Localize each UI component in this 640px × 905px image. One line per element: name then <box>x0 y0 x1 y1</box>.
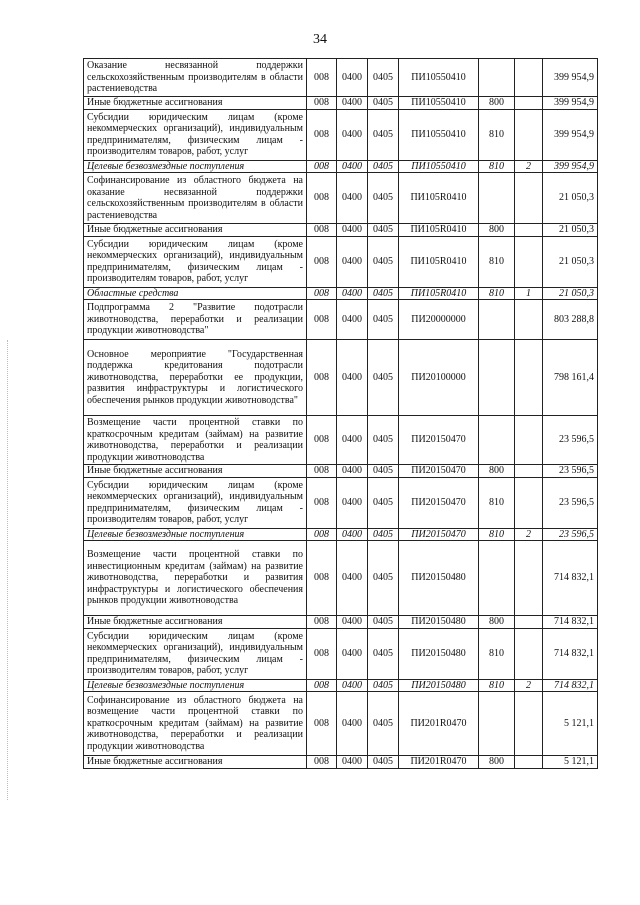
row-description: Возмещение части процентной ставки по инвестиционным кредитам (займам) на развитие животноводства, переработки и развития инфраструктуры и логистического обеспечения рынков продукции животноводства <box>84 541 307 616</box>
table-row <box>84 416 598 465</box>
cell-grbs: 008 <box>307 59 337 97</box>
row-description: Софинансирование из областного бюджета на возмещение части процентной ставки по краткосрочным кредитам (займам) на развитие животноводства, переработки и реализации продукции животноводства <box>84 692 307 756</box>
cell-source: 1 <box>515 287 543 300</box>
cell-grbs: 008 <box>307 300 337 340</box>
cell-amount: 798 161,4 <box>543 340 598 416</box>
cell-target-article: ПИ20150470 <box>399 416 479 465</box>
cell-grbs: 008 <box>307 692 337 756</box>
cell-source <box>515 465 543 478</box>
table-row <box>84 224 598 237</box>
row-description: Целевые безвозмездные поступления <box>84 160 307 173</box>
cell-amount: 23 596,5 <box>543 528 598 541</box>
cell-target-article: ПИ201R0470 <box>399 692 479 756</box>
cell-target-article: ПИ10550410 <box>399 109 479 160</box>
cell-grbs: 008 <box>307 477 337 528</box>
cell-section: 0400 <box>337 224 368 237</box>
row-description: Целевые безвозмездные поступления <box>84 528 307 541</box>
cell-subsection: 0405 <box>368 477 399 528</box>
row-description: Иные бюджетные ассигнования <box>84 465 307 478</box>
cell-subsection: 0405 <box>368 465 399 478</box>
cell-grbs: 008 <box>307 340 337 416</box>
cell-amount: 399 954,9 <box>543 97 598 110</box>
cell-grbs: 008 <box>307 756 337 769</box>
table-row <box>84 236 598 287</box>
cell-amount: 714 832,1 <box>543 616 598 629</box>
row-description: Субсидии юридическим лицам (кроме некоммерческих организаций), индивидуальным предпринимателям, физическим лицам - производителям товаров, работ, услуг <box>84 236 307 287</box>
table-row <box>84 59 598 97</box>
cell-section: 0400 <box>337 59 368 97</box>
cell-subsection: 0405 <box>368 528 399 541</box>
cell-grbs: 008 <box>307 160 337 173</box>
cell-amount: 803 288,8 <box>543 300 598 340</box>
cell-expense-type: 800 <box>479 97 515 110</box>
cell-subsection: 0405 <box>368 109 399 160</box>
cell-amount: 21 050,3 <box>543 173 598 224</box>
cell-subsection: 0405 <box>368 679 399 692</box>
cell-section: 0400 <box>337 160 368 173</box>
cell-amount: 5 121,1 <box>543 756 598 769</box>
cell-source <box>515 97 543 110</box>
cell-section: 0400 <box>337 692 368 756</box>
row-description: Основное мероприятие "Государственная поддержка кредитования подотрасли животноводства, переработки ее продукции, развития инфраструктуры и логистического обеспечения рынков продукции животноводства" <box>84 340 307 416</box>
row-description: Подпрограмма 2 "Развитие подотрасли животноводства, переработки и реализации продукции животноводства" <box>84 300 307 340</box>
cell-grbs: 008 <box>307 236 337 287</box>
cell-target-article: ПИ20150480 <box>399 679 479 692</box>
cell-expense-type: 810 <box>479 109 515 160</box>
cell-source <box>515 416 543 465</box>
cell-grbs: 008 <box>307 528 337 541</box>
cell-section: 0400 <box>337 628 368 679</box>
row-description: Иные бюджетные ассигнования <box>84 97 307 110</box>
cell-source: 2 <box>515 679 543 692</box>
table-row <box>84 679 598 692</box>
cell-expense-type: 810 <box>479 160 515 173</box>
cell-expense-type: 810 <box>479 679 515 692</box>
cell-grbs: 008 <box>307 541 337 616</box>
table-row <box>84 340 598 416</box>
cell-expense-type <box>479 300 515 340</box>
cell-subsection: 0405 <box>368 692 399 756</box>
table-row <box>84 109 598 160</box>
cell-target-article: ПИ10550410 <box>399 59 479 97</box>
cell-source <box>515 224 543 237</box>
table-row <box>84 756 598 769</box>
cell-source <box>515 173 543 224</box>
margin-dotted-line <box>7 340 9 800</box>
row-description: Оказание несвязанной поддержки сельскохозяйственным производителям в области растениеводства <box>84 59 307 97</box>
table-row <box>84 477 598 528</box>
cell-section: 0400 <box>337 173 368 224</box>
cell-expense-type: 800 <box>479 224 515 237</box>
cell-source: 2 <box>515 528 543 541</box>
budget-table <box>83 58 598 769</box>
cell-expense-type <box>479 692 515 756</box>
cell-source <box>515 236 543 287</box>
row-description: Областные средства <box>84 287 307 300</box>
cell-section: 0400 <box>337 300 368 340</box>
row-description: Субсидии юридическим лицам (кроме некоммерческих организаций), индивидуальным предпринимателям, физическим лицам - производителям товаров, работ, услуг <box>84 477 307 528</box>
row-description: Иные бюджетные ассигнования <box>84 224 307 237</box>
cell-subsection: 0405 <box>368 59 399 97</box>
row-description: Субсидии юридическим лицам (кроме некоммерческих организаций), индивидуальным предпринимателям, физическим лицам - производителям товаров, работ, услуг <box>84 109 307 160</box>
cell-source <box>515 477 543 528</box>
cell-section: 0400 <box>337 287 368 300</box>
cell-section: 0400 <box>337 236 368 287</box>
table-row <box>84 692 598 756</box>
cell-source <box>515 541 543 616</box>
cell-section: 0400 <box>337 616 368 629</box>
cell-expense-type: 800 <box>479 756 515 769</box>
cell-amount: 399 954,9 <box>543 109 598 160</box>
table-row <box>84 528 598 541</box>
cell-amount: 23 596,5 <box>543 416 598 465</box>
cell-grbs: 008 <box>307 287 337 300</box>
cell-amount: 399 954,9 <box>543 59 598 97</box>
row-description: Возмещение части процентной ставки по краткосрочным кредитам (займам) на развитие животноводства, переработки и реализации продукции животноводства <box>84 416 307 465</box>
cell-expense-type: 810 <box>479 628 515 679</box>
cell-amount: 23 596,5 <box>543 465 598 478</box>
cell-subsection: 0405 <box>368 756 399 769</box>
cell-target-article: ПИ10550410 <box>399 97 479 110</box>
cell-grbs: 008 <box>307 224 337 237</box>
cell-amount: 21 050,3 <box>543 224 598 237</box>
cell-section: 0400 <box>337 97 368 110</box>
cell-expense-type: 810 <box>479 528 515 541</box>
cell-target-article: ПИ20150480 <box>399 541 479 616</box>
table-row <box>84 628 598 679</box>
table-row <box>84 541 598 616</box>
cell-source <box>515 300 543 340</box>
cell-subsection: 0405 <box>368 236 399 287</box>
cell-grbs: 008 <box>307 416 337 465</box>
cell-section: 0400 <box>337 109 368 160</box>
cell-section: 0400 <box>337 477 368 528</box>
cell-amount: 714 832,1 <box>543 628 598 679</box>
table-row <box>84 160 598 173</box>
cell-grbs: 008 <box>307 109 337 160</box>
cell-subsection: 0405 <box>368 416 399 465</box>
cell-amount: 399 954,9 <box>543 160 598 173</box>
cell-subsection: 0405 <box>368 541 399 616</box>
cell-subsection: 0405 <box>368 287 399 300</box>
table-row <box>84 97 598 110</box>
cell-source <box>515 109 543 160</box>
cell-subsection: 0405 <box>368 97 399 110</box>
cell-grbs: 008 <box>307 97 337 110</box>
table-row <box>84 465 598 478</box>
cell-target-article: ПИ10550410 <box>399 160 479 173</box>
table-row <box>84 616 598 629</box>
row-description: Иные бюджетные ассигнования <box>84 616 307 629</box>
cell-amount: 23 596,5 <box>543 477 598 528</box>
cell-source <box>515 59 543 97</box>
cell-expense-type: 800 <box>479 616 515 629</box>
row-description: Субсидии юридическим лицам (кроме некоммерческих организаций), индивидуальным предпринимателям, физическим лицам - производителям товаров, работ, услуг <box>84 628 307 679</box>
cell-section: 0400 <box>337 416 368 465</box>
cell-target-article: ПИ20150470 <box>399 528 479 541</box>
cell-expense-type <box>479 541 515 616</box>
cell-amount: 714 832,1 <box>543 541 598 616</box>
row-description: Целевые безвозмездные поступления <box>84 679 307 692</box>
cell-subsection: 0405 <box>368 616 399 629</box>
cell-amount: 5 121,1 <box>543 692 598 756</box>
cell-target-article: ПИ105R0410 <box>399 287 479 300</box>
cell-expense-type: 800 <box>479 465 515 478</box>
cell-target-article: ПИ20150480 <box>399 628 479 679</box>
cell-subsection: 0405 <box>368 160 399 173</box>
table-row <box>84 173 598 224</box>
cell-grbs: 008 <box>307 679 337 692</box>
cell-section: 0400 <box>337 541 368 616</box>
cell-section: 0400 <box>337 679 368 692</box>
cell-grbs: 008 <box>307 173 337 224</box>
cell-expense-type: 810 <box>479 287 515 300</box>
page-number: 34 <box>313 32 327 47</box>
cell-expense-type: 810 <box>479 236 515 287</box>
cell-section: 0400 <box>337 465 368 478</box>
table-row <box>84 300 598 340</box>
cell-amount: 21 050,3 <box>543 236 598 287</box>
cell-subsection: 0405 <box>368 300 399 340</box>
cell-source <box>515 628 543 679</box>
cell-section: 0400 <box>337 756 368 769</box>
row-description: Софинансирование из областного бюджета на оказание несвязанной поддержки сельскохозяйственным производителям в области растениеводства <box>84 173 307 224</box>
row-description: Иные бюджетные ассигнования <box>84 756 307 769</box>
cell-grbs: 008 <box>307 616 337 629</box>
cell-expense-type <box>479 59 515 97</box>
cell-target-article: ПИ20000000 <box>399 300 479 340</box>
cell-expense-type <box>479 173 515 224</box>
cell-target-article: ПИ20150470 <box>399 477 479 528</box>
cell-expense-type: 810 <box>479 477 515 528</box>
cell-expense-type <box>479 340 515 416</box>
cell-source: 2 <box>515 160 543 173</box>
cell-source <box>515 340 543 416</box>
cell-section: 0400 <box>337 340 368 416</box>
cell-expense-type <box>479 416 515 465</box>
cell-amount: 21 050,3 <box>543 287 598 300</box>
cell-amount: 714 832,1 <box>543 679 598 692</box>
table-row <box>84 287 598 300</box>
cell-target-article: ПИ105R0410 <box>399 224 479 237</box>
cell-subsection: 0405 <box>368 173 399 224</box>
cell-source <box>515 692 543 756</box>
cell-section: 0400 <box>337 528 368 541</box>
cell-source <box>515 616 543 629</box>
cell-target-article: ПИ201R0470 <box>399 756 479 769</box>
cell-subsection: 0405 <box>368 224 399 237</box>
cell-target-article: ПИ20150480 <box>399 616 479 629</box>
cell-target-article: ПИ20100000 <box>399 340 479 416</box>
cell-target-article: ПИ105R0410 <box>399 236 479 287</box>
cell-source <box>515 756 543 769</box>
cell-grbs: 008 <box>307 628 337 679</box>
cell-grbs: 008 <box>307 465 337 478</box>
cell-target-article: ПИ105R0410 <box>399 173 479 224</box>
cell-subsection: 0405 <box>368 340 399 416</box>
cell-target-article: ПИ20150470 <box>399 465 479 478</box>
cell-subsection: 0405 <box>368 628 399 679</box>
